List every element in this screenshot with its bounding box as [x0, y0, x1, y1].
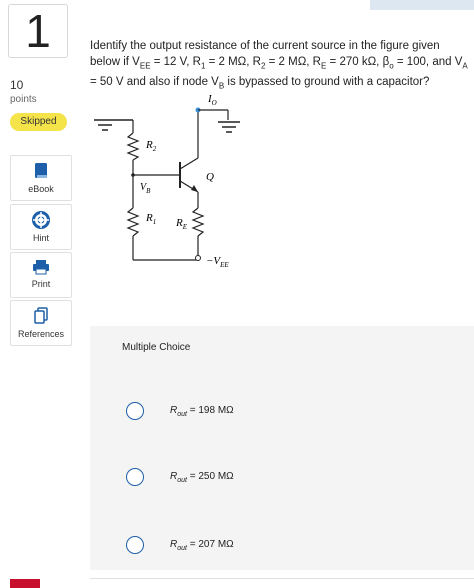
document-copy-icon: [33, 307, 49, 325]
question-number-box: [8, 4, 68, 58]
ebook-label: eBook: [28, 184, 54, 194]
references-label: References: [17, 329, 65, 339]
circuit-diagram: [88, 88, 258, 278]
top-bar-fragment: [370, 0, 474, 10]
choice-label: $R_{out} = 198$ MΩ: [170, 405, 234, 418]
ebook-icon: [33, 162, 49, 180]
multiple-choice-panel: [90, 326, 474, 570]
choice-label: $R_{out} = 250$ MΩ: [170, 471, 234, 484]
radio-button[interactable]: [126, 402, 144, 420]
radio-button[interactable]: [126, 468, 144, 486]
question-text: Identify the output resistance of the current source in the figure given below if $V_{EE} = 12$ V, $R_1 = 2$ MΩ, $R_2 = 2$ MΩ, $R_E = 270$ kΩ, $\beta_o = 100$, and $V_A = 50$ V and also if node $V_B$ is bypassed to ground with a capacitor?: [90, 40, 468, 91]
ground-symbol-right: [218, 122, 240, 132]
references-button[interactable]: [10, 300, 72, 346]
skipped-badge: Skipped: [10, 113, 67, 131]
print-button[interactable]: [10, 252, 72, 298]
ground-symbol-left: [94, 120, 133, 130]
label-io: $I_O$: [208, 93, 217, 107]
question-number: 1: [25, 5, 51, 57]
label-r2: $R_2$: [146, 139, 157, 153]
label-r1: $R_1$: [146, 212, 157, 226]
lifebuoy-icon: [32, 211, 50, 229]
label-q: Q: [206, 171, 214, 183]
resistor-r1: [128, 208, 138, 236]
printer-icon: [32, 259, 50, 275]
points-label: points: [10, 94, 37, 105]
label-re: $R_E$: [176, 217, 188, 231]
points-value: 10: [10, 78, 24, 92]
footer-divider: [90, 578, 474, 579]
label-vee: $-V_{EE}$: [206, 255, 229, 269]
hint-button[interactable]: [10, 204, 72, 250]
multiple-choice-title: Multiple Choice: [122, 342, 191, 353]
print-label: Print: [31, 279, 51, 289]
resistor-re: [193, 208, 203, 236]
ebook-button[interactable]: [10, 155, 72, 201]
label-vb: $V_B$: [140, 182, 151, 195]
radio-button[interactable]: [126, 536, 144, 554]
hint-label: Hint: [32, 233, 49, 243]
brand-logo-fragment: [10, 579, 40, 588]
choice-label: $R_{out} = 207$ MΩ: [170, 539, 234, 552]
resistor-r2: [128, 133, 138, 160]
